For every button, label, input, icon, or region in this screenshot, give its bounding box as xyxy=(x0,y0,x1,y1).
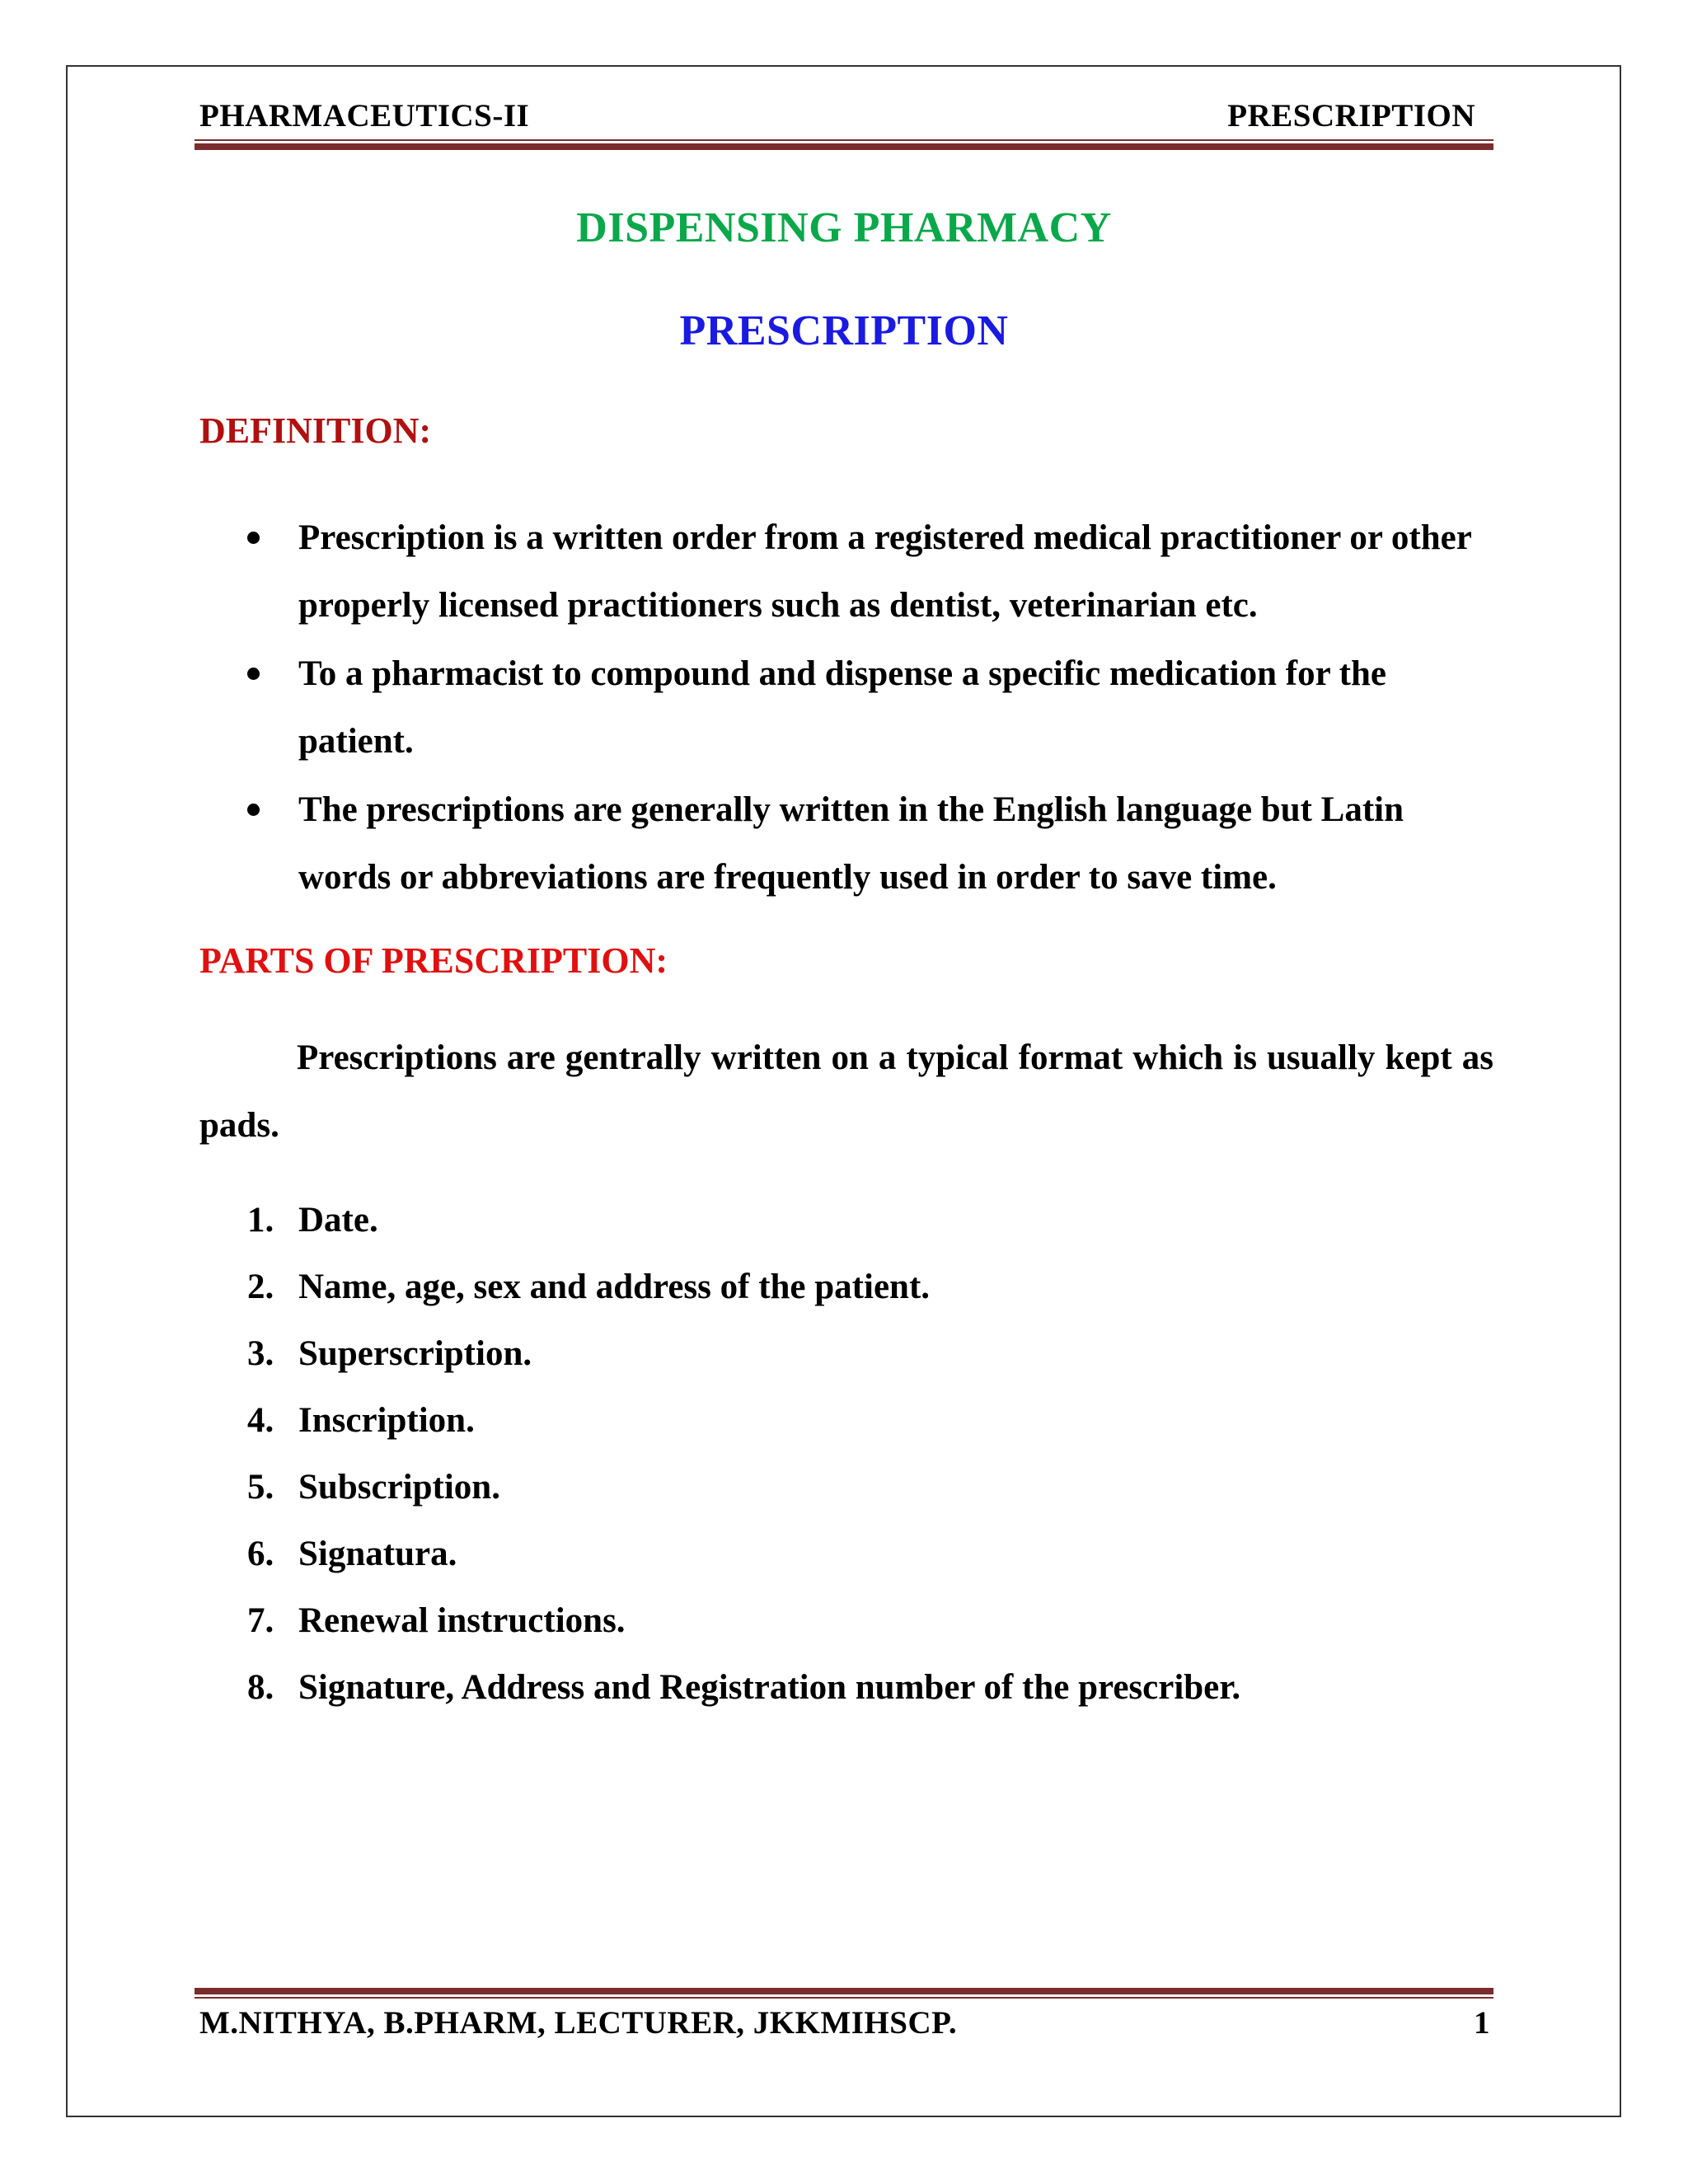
item-text: Superscription. xyxy=(298,1334,532,1373)
list-item xyxy=(199,776,1493,912)
bullet-text: To a pharmacist to compound and dispense a specific medication for the patient. xyxy=(298,654,1386,761)
list-item xyxy=(199,1320,1240,1387)
definition-bullet-list xyxy=(199,504,1493,912)
item-number: 7. xyxy=(247,1601,274,1640)
list-item xyxy=(199,1187,1240,1254)
item-number: 4. xyxy=(247,1401,274,1440)
bullet-text: The prescriptions are generally written in the English language but Latin words or abbreviations are frequently used in order to save time. xyxy=(298,790,1404,897)
footer-rule-thin xyxy=(195,1997,1493,1999)
list-item xyxy=(199,1254,1240,1320)
item-number: 3. xyxy=(247,1334,274,1373)
item-number: 6. xyxy=(247,1535,274,1573)
item-number: 2. xyxy=(247,1268,274,1306)
footer-author: M.NITHYA, B.PHARM, LECTURER, JKKMIHSCP. xyxy=(199,2005,958,2041)
item-number: 8. xyxy=(247,1668,274,1707)
item-text: Signature, Address and Registration number of the prescriber. xyxy=(298,1668,1241,1707)
item-text: Name, age, sex and address of the patient. xyxy=(298,1268,931,1306)
item-text: Inscription. xyxy=(298,1401,475,1440)
header-rule-thick xyxy=(195,143,1493,150)
bullet-icon xyxy=(247,532,260,544)
header-rule-thin xyxy=(195,139,1493,141)
footer-rule-thick xyxy=(195,1988,1493,1994)
item-number: 1. xyxy=(247,1201,274,1240)
sub-title: PRESCRIPTION xyxy=(679,307,1009,354)
header-subject: PHARMACEUTICS-II xyxy=(199,98,530,134)
list-item xyxy=(199,1387,1240,1454)
page-number: 1 xyxy=(1474,2005,1490,2041)
item-text: Date. xyxy=(298,1201,378,1240)
main-title: DISPENSING PHARMACY xyxy=(576,204,1112,251)
bullet-icon xyxy=(247,668,260,680)
list-item xyxy=(199,640,1493,776)
item-text: Renewal instructions. xyxy=(298,1601,626,1640)
bullet-text: Prescription is a written order from a registered medical practitioner or other properly licensed practitioners such as dentist, veterinarian etc. xyxy=(298,518,1472,625)
list-item xyxy=(199,1654,1240,1721)
item-text: Subscription. xyxy=(298,1468,500,1507)
definition-heading: DEFINITION: xyxy=(199,410,432,451)
header-topic: PRESCRIPTION xyxy=(1227,98,1475,134)
item-number: 5. xyxy=(247,1468,274,1507)
list-item xyxy=(199,1587,1240,1654)
parts-intro-paragraph: Prescriptions are gentrally written on a typical format which is usually kept as pads. xyxy=(199,1038,1493,1145)
parts-heading: PARTS OF PRESCRIPTION: xyxy=(199,940,668,981)
item-text: Signatura. xyxy=(298,1535,457,1573)
list-item xyxy=(199,1454,1240,1521)
list-item xyxy=(199,504,1493,640)
list-item xyxy=(199,1521,1240,1587)
parts-numbered-list xyxy=(199,1187,1240,1721)
bullet-icon xyxy=(247,804,260,816)
